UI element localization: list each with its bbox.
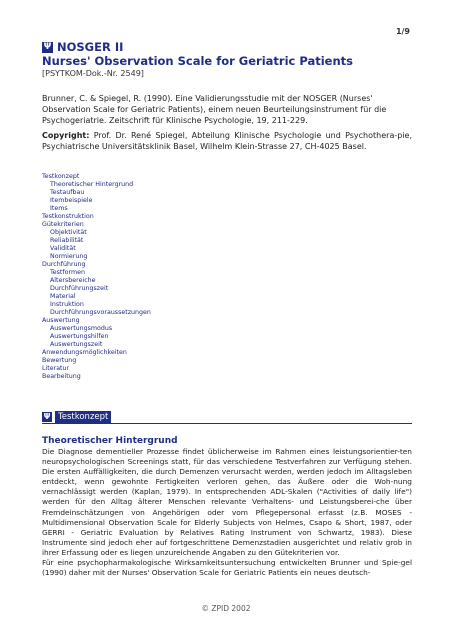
- toc-link[interactable]: Durchführungsvoraussetzungen: [50, 309, 151, 316]
- section-divider: [42, 423, 412, 424]
- toc-link[interactable]: Anwendungsmöglichkeiten: [42, 349, 127, 356]
- toc-link[interactable]: Theoretischer Hintergrund: [50, 181, 134, 188]
- toc-link[interactable]: Auswertung: [42, 317, 80, 324]
- toc-link[interactable]: Instruktion: [50, 301, 84, 308]
- page-number: 1/9: [395, 27, 410, 36]
- table-of-contents: [42, 173, 342, 381]
- toc-link[interactable]: Durchführungszeit: [50, 285, 109, 292]
- toc-link[interactable]: Validität: [50, 245, 76, 252]
- toc-link[interactable]: Normierung: [50, 253, 88, 260]
- toc-link[interactable]: Testformen: [50, 269, 85, 276]
- toc-link[interactable]: Gütekriterien: [42, 221, 84, 228]
- toc-link[interactable]: Bewertung: [42, 357, 77, 364]
- toc-link[interactable]: Testaufbau: [50, 189, 85, 196]
- toc-link[interactable]: Durchführung: [42, 261, 86, 268]
- section-body: [42, 447, 412, 578]
- title-line: [42, 40, 412, 54]
- toc-link[interactable]: Items: [50, 205, 68, 212]
- toc-link[interactable]: Objektivität: [50, 229, 87, 236]
- toc-link[interactable]: Bearbeitung: [42, 373, 81, 380]
- body-paragraph: Für eine psychopharmakologische Wirksamkeitsuntersuchung entwickelten Brunner und Spie-gel (1990) daher mit der Nurses' Observation Scale for Geriatric Patients ein neues deutsch-: [42, 558, 412, 578]
- toc-link[interactable]: Literatur: [42, 365, 70, 372]
- document-subtitle: Nurses' Observation Scale for Geriatric Patients: [42, 54, 353, 68]
- toc-link[interactable]: Itembeispiele: [50, 197, 93, 204]
- toc-link[interactable]: Auswertungshilfen: [50, 333, 109, 340]
- psi-logo-icon: Ψ: [43, 41, 52, 52]
- toc-link[interactable]: Testkonstruktion: [42, 213, 94, 220]
- document-header: [42, 40, 412, 79]
- toc-link[interactable]: Testkonzept: [42, 173, 80, 180]
- subsection-heading: Theoretischer Hintergrund: [42, 436, 178, 446]
- copyright-label: Copyright:: [42, 131, 90, 140]
- toc-link[interactable]: Altersbereiche: [50, 277, 96, 284]
- toc-link[interactable]: Auswertungsmodus: [50, 325, 113, 332]
- document-title: NOSGER II: [57, 40, 124, 54]
- body-paragraph: Die Diagnose dementieller Prozesse findet üblicherweise im Rahmen eines leistungsorientier-ten neuropsychologischen Screenings statt, für das verschiedene Testverfahren zur Verfügung stehen. Die ersten Auffälligkeiten, die durch Demenzen verursacht werden, werden jedoch im Alltagsleben entdeckt, wenn gewohnte Fertigkeiten verloren gehen, das Äußere oder die Woh-nung vernachlässigt werden (Kaplan, 1979). In entsprechenden ADL-Skalen ("Activities of daily life") werden für den Alltag älterer Menschen relevante Verhaltens- und Leistungsberei-che über Fremdeinschätzungen von Angehörigen oder vom Pflegepersonal erfasst (z.B. MOSES - Multidimensional Observation Scale for Elderly Subjects von Helmes, Csapo & Short, 1987, oder GERRI - Geriatric Evaluation by Relatives Rating Instrument von Schwartz, 1983). Diese Instrumente sind jedoch eher auf fortgeschrittene Demenzstadien ausgerichtet und relativ grob in ihrer Erfassung oder es liegen unzureichende Angaben zu den Gütekriterien vor.: [42, 447, 412, 557]
- toc-link[interactable]: Material: [50, 293, 76, 300]
- page-footer: © ZPID 2002: [201, 604, 251, 613]
- bibliographic-reference: Brunner, C. & Spiegel, R. (1990). Eine Validierungsstudie mit der NOSGER (Nurses' Observation Scale for Geriatric Patients), einem neuen Beurteilungsinstrument für die Psychogeriatrie. Zeitschrift für Klinische Psychologie, 19, 211-229.: [42, 94, 387, 125]
- section-title: Testkonzept: [55, 411, 111, 423]
- copyright-notice: [42, 130, 412, 152]
- section-header-testkonzept: [42, 411, 111, 423]
- copyright-text: Prof. Dr. René Spiegel, Abteilung Klinische Psychologie und Psychothera-pie, Psychiatrische Universitätsklinik Basel, Wilhelm Klein-Strasse 27, CH-4025 Basel.: [42, 131, 412, 151]
- psi-section-icon: Ψ: [43, 412, 51, 421]
- toc-link[interactable]: Auswertungszeit: [50, 341, 103, 348]
- toc-link[interactable]: Reliabilität: [50, 237, 84, 244]
- document-number: [PSYTKOM-Dok.-Nr. 2549]: [42, 69, 144, 78]
